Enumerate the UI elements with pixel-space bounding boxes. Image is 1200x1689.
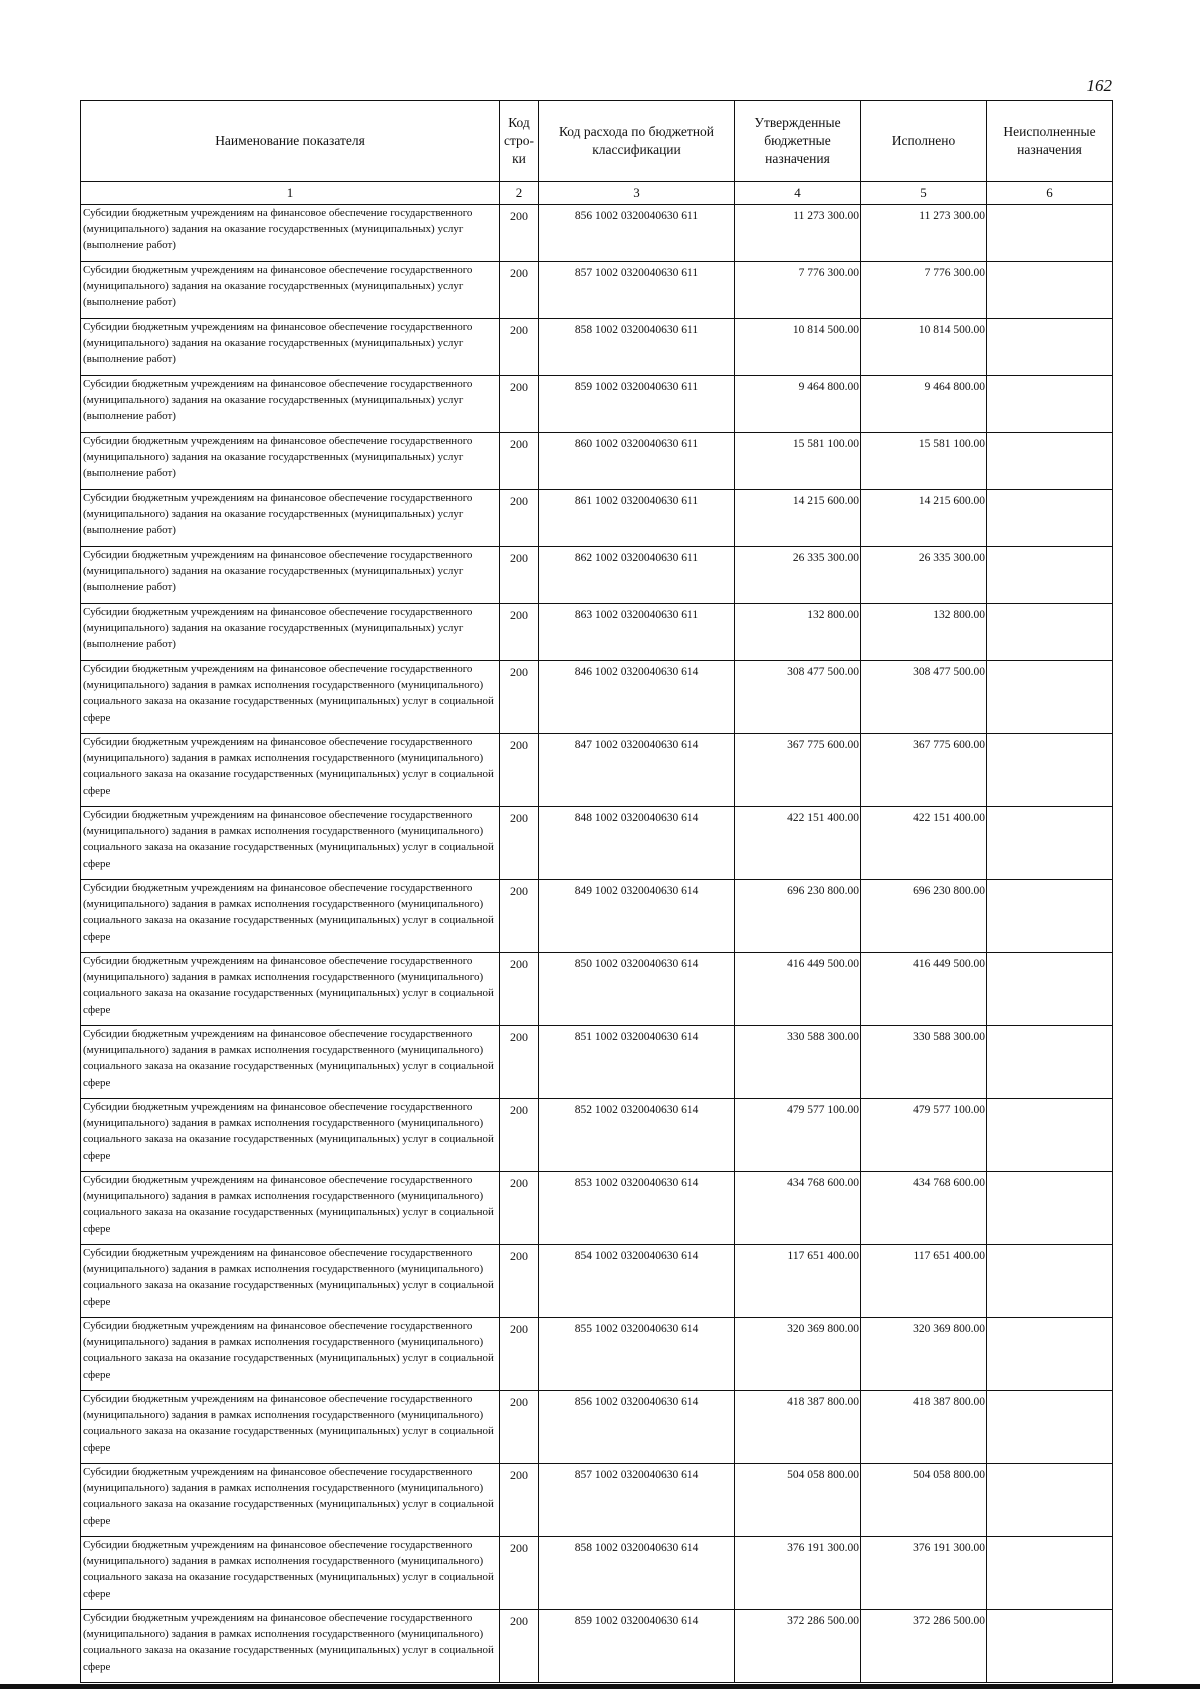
column-number: 5 xyxy=(861,182,987,205)
row-line-code: 200 xyxy=(500,880,539,953)
row-indicator-name: Субсидии бюджетным учреждениям на финансовое обеспечение государственного (муниципального) задания на оказание государственных (муниципальных) услуг (выполнение работ) xyxy=(81,376,500,433)
row-unexecuted-amount xyxy=(987,319,1113,376)
table-row xyxy=(81,734,1113,807)
row-expense-code: 851 1002 0320040630 614 xyxy=(539,1026,735,1099)
row-executed-amount: 7 776 300.00 xyxy=(861,262,987,319)
row-indicator-name: Субсидии бюджетным учреждениям на финансовое обеспечение государственного (муниципального) задания в рамках исполнения государственного (муниципального) социального заказа на оказание государственных (муниципальных) услуг в социальной сфере xyxy=(81,1026,500,1099)
row-line-code: 200 xyxy=(500,953,539,1026)
column-number: 4 xyxy=(735,182,861,205)
scan-edge-line xyxy=(0,1684,1200,1689)
row-executed-amount: 504 058 800.00 xyxy=(861,1464,987,1537)
row-executed-amount: 117 651 400.00 xyxy=(861,1245,987,1318)
row-executed-amount: 15 581 100.00 xyxy=(861,433,987,490)
row-line-code: 200 xyxy=(500,205,539,262)
row-approved-amount: 7 776 300.00 xyxy=(735,262,861,319)
row-unexecuted-amount xyxy=(987,1537,1113,1610)
row-unexecuted-amount xyxy=(987,880,1113,953)
table-row xyxy=(81,1464,1113,1537)
row-expense-code: 856 1002 0320040630 614 xyxy=(539,1391,735,1464)
row-indicator-name: Субсидии бюджетным учреждениям на финансовое обеспечение государственного (муниципального) задания в рамках исполнения государственного (муниципального) социального заказа на оказание государственных (муниципальных) услуг в социальной сфере xyxy=(81,1610,500,1683)
row-unexecuted-amount xyxy=(987,1026,1113,1099)
row-unexecuted-amount xyxy=(987,807,1113,880)
row-line-code: 200 xyxy=(500,1318,539,1391)
table-row xyxy=(81,319,1113,376)
row-approved-amount: 117 651 400.00 xyxy=(735,1245,861,1318)
column-number-row xyxy=(81,182,1113,205)
table-row xyxy=(81,262,1113,319)
row-unexecuted-amount xyxy=(987,1391,1113,1464)
row-indicator-name: Субсидии бюджетным учреждениям на финансовое обеспечение государственного (муниципального) задания в рамках исполнения государственного (муниципального) социального заказа на оказание государственных (муниципальных) услуг в социальной сфере xyxy=(81,1464,500,1537)
row-indicator-name: Субсидии бюджетным учреждениям на финансовое обеспечение государственного (муниципального) задания на оказание государственных (муниципальных) услуг (выполнение работ) xyxy=(81,319,500,376)
row-expense-code: 859 1002 0320040630 611 xyxy=(539,376,735,433)
row-line-code: 200 xyxy=(500,1464,539,1537)
row-approved-amount: 10 814 500.00 xyxy=(735,319,861,376)
row-unexecuted-amount xyxy=(987,262,1113,319)
table-row xyxy=(81,661,1113,734)
row-executed-amount: 9 464 800.00 xyxy=(861,376,987,433)
row-line-code: 200 xyxy=(500,1245,539,1318)
row-expense-code: 859 1002 0320040630 614 xyxy=(539,1610,735,1683)
table-row xyxy=(81,1172,1113,1245)
row-line-code: 200 xyxy=(500,547,539,604)
table-row xyxy=(81,1391,1113,1464)
column-number: 1 xyxy=(81,182,500,205)
row-executed-amount: 696 230 800.00 xyxy=(861,880,987,953)
row-indicator-name: Субсидии бюджетным учреждениям на финансовое обеспечение государственного (муниципального) задания в рамках исполнения государственного (муниципального) социального заказа на оказание государственных (муниципальных) услуг в социальной сфере xyxy=(81,1318,500,1391)
row-approved-amount: 26 335 300.00 xyxy=(735,547,861,604)
row-expense-code: 857 1002 0320040630 611 xyxy=(539,262,735,319)
table-row xyxy=(81,1610,1113,1683)
row-expense-code: 848 1002 0320040630 614 xyxy=(539,807,735,880)
table-row xyxy=(81,205,1113,262)
row-approved-amount: 330 588 300.00 xyxy=(735,1026,861,1099)
row-unexecuted-amount xyxy=(987,734,1113,807)
column-number: 2 xyxy=(500,182,539,205)
row-line-code: 200 xyxy=(500,1026,539,1099)
row-expense-code: 852 1002 0320040630 614 xyxy=(539,1099,735,1172)
row-approved-amount: 696 230 800.00 xyxy=(735,880,861,953)
row-unexecuted-amount xyxy=(987,376,1113,433)
row-unexecuted-amount xyxy=(987,1172,1113,1245)
row-executed-amount: 308 477 500.00 xyxy=(861,661,987,734)
row-unexecuted-amount xyxy=(987,1099,1113,1172)
table-body xyxy=(81,205,1113,1683)
row-executed-amount: 14 215 600.00 xyxy=(861,490,987,547)
row-approved-amount: 14 215 600.00 xyxy=(735,490,861,547)
row-executed-amount: 330 588 300.00 xyxy=(861,1026,987,1099)
row-approved-amount: 372 286 500.00 xyxy=(735,1610,861,1683)
row-expense-code: 849 1002 0320040630 614 xyxy=(539,880,735,953)
row-indicator-name: Субсидии бюджетным учреждениям на финансовое обеспечение государственного (муниципального) задания на оказание государственных (муниципальных) услуг (выполнение работ) xyxy=(81,604,500,661)
header-executed: Исполнено xyxy=(861,101,987,182)
row-executed-amount: 11 273 300.00 xyxy=(861,205,987,262)
row-line-code: 200 xyxy=(500,319,539,376)
row-indicator-name: Субсидии бюджетным учреждениям на финансовое обеспечение государственного (муниципального) задания на оказание государственных (муниципальных) услуг (выполнение работ) xyxy=(81,490,500,547)
row-expense-code: 855 1002 0320040630 614 xyxy=(539,1318,735,1391)
row-approved-amount: 422 151 400.00 xyxy=(735,807,861,880)
row-unexecuted-amount xyxy=(987,1610,1113,1683)
row-indicator-name: Субсидии бюджетным учреждениям на финансовое обеспечение государственного (муниципального) задания в рамках исполнения государственного (муниципального) социального заказа на оказание государственных (муниципальных) услуг в социальной сфере xyxy=(81,1391,500,1464)
table-row xyxy=(81,1318,1113,1391)
row-expense-code: 853 1002 0320040630 614 xyxy=(539,1172,735,1245)
column-number: 6 xyxy=(987,182,1113,205)
row-unexecuted-amount xyxy=(987,661,1113,734)
row-line-code: 200 xyxy=(500,1610,539,1683)
row-expense-code: 862 1002 0320040630 611 xyxy=(539,547,735,604)
table-row xyxy=(81,880,1113,953)
table-row xyxy=(81,1099,1113,1172)
row-approved-amount: 504 058 800.00 xyxy=(735,1464,861,1537)
row-executed-amount: 372 286 500.00 xyxy=(861,1610,987,1683)
row-expense-code: 850 1002 0320040630 614 xyxy=(539,953,735,1026)
row-expense-code: 860 1002 0320040630 611 xyxy=(539,433,735,490)
row-executed-amount: 367 775 600.00 xyxy=(861,734,987,807)
row-indicator-name: Субсидии бюджетным учреждениям на финансовое обеспечение государственного (муниципального) задания в рамках исполнения государственного (муниципального) социального заказа на оказание государственных (муниципальных) услуг в социальной сфере xyxy=(81,734,500,807)
row-indicator-name: Субсидии бюджетным учреждениям на финансовое обеспечение государственного (муниципального) задания в рамках исполнения государственного (муниципального) социального заказа на оказание государственных (муниципальных) услуг в социальной сфере xyxy=(81,807,500,880)
row-line-code: 200 xyxy=(500,1537,539,1610)
table-row xyxy=(81,490,1113,547)
row-line-code: 200 xyxy=(500,734,539,807)
row-indicator-name: Субсидии бюджетным учреждениям на финансовое обеспечение государственного (муниципального) задания в рамках исполнения государственного (муниципального) социального заказа на оказание государственных (муниципальных) услуг в социальной сфере xyxy=(81,880,500,953)
row-indicator-name: Субсидии бюджетным учреждениям на финансовое обеспечение государственного (муниципального) задания в рамках исполнения государственного (муниципального) социального заказа на оказание государственных (муниципальных) услуг в социальной сфере xyxy=(81,1172,500,1245)
row-expense-code: 846 1002 0320040630 614 xyxy=(539,661,735,734)
row-unexecuted-amount xyxy=(987,433,1113,490)
row-line-code: 200 xyxy=(500,1172,539,1245)
header-unexecuted: Неисполненные назначения xyxy=(987,101,1113,182)
row-approved-amount: 376 191 300.00 xyxy=(735,1537,861,1610)
row-executed-amount: 418 387 800.00 xyxy=(861,1391,987,1464)
header-indicator-name: Наименование показателя xyxy=(81,101,500,182)
row-expense-code: 856 1002 0320040630 611 xyxy=(539,205,735,262)
row-expense-code: 857 1002 0320040630 614 xyxy=(539,1464,735,1537)
row-expense-code: 847 1002 0320040630 614 xyxy=(539,734,735,807)
row-unexecuted-amount xyxy=(987,953,1113,1026)
row-indicator-name: Субсидии бюджетным учреждениям на финансовое обеспечение государственного (муниципального) задания на оказание государственных (муниципальных) услуг (выполнение работ) xyxy=(81,262,500,319)
row-line-code: 200 xyxy=(500,1099,539,1172)
table-row xyxy=(81,807,1113,880)
row-approved-amount: 308 477 500.00 xyxy=(735,661,861,734)
row-executed-amount: 132 800.00 xyxy=(861,604,987,661)
row-approved-amount: 320 369 800.00 xyxy=(735,1318,861,1391)
row-executed-amount: 434 768 600.00 xyxy=(861,1172,987,1245)
row-expense-code: 858 1002 0320040630 611 xyxy=(539,319,735,376)
row-line-code: 200 xyxy=(500,807,539,880)
row-executed-amount: 26 335 300.00 xyxy=(861,547,987,604)
row-unexecuted-amount xyxy=(987,205,1113,262)
row-expense-code: 863 1002 0320040630 611 xyxy=(539,604,735,661)
row-unexecuted-amount xyxy=(987,604,1113,661)
row-unexecuted-amount xyxy=(987,490,1113,547)
table-row xyxy=(81,376,1113,433)
row-approved-amount: 9 464 800.00 xyxy=(735,376,861,433)
row-unexecuted-amount xyxy=(987,1464,1113,1537)
row-line-code: 200 xyxy=(500,376,539,433)
row-indicator-name: Субсидии бюджетным учреждениям на финансовое обеспечение государственного (муниципального) задания на оказание государственных (муниципальных) услуг (выполнение работ) xyxy=(81,433,500,490)
row-line-code: 200 xyxy=(500,490,539,547)
table-row xyxy=(81,1026,1113,1099)
row-executed-amount: 376 191 300.00 xyxy=(861,1537,987,1610)
table-row xyxy=(81,433,1113,490)
budget-execution-table xyxy=(80,100,1113,1683)
row-approved-amount: 479 577 100.00 xyxy=(735,1099,861,1172)
header-expense-code: Код расхода по бюджетной классификации xyxy=(539,101,735,182)
row-line-code: 200 xyxy=(500,262,539,319)
row-line-code: 200 xyxy=(500,1391,539,1464)
row-indicator-name: Субсидии бюджетным учреждениям на финансовое обеспечение государственного (муниципального) задания в рамках исполнения государственного (муниципального) социального заказа на оказание государственных (муниципальных) услуг в социальной сфере xyxy=(81,661,500,734)
row-indicator-name: Субсидии бюджетным учреждениям на финансовое обеспечение государственного (муниципального) задания в рамках исполнения государственного (муниципального) социального заказа на оказание государственных (муниципальных) услуг в социальной сфере xyxy=(81,1099,500,1172)
page-number: 162 xyxy=(1086,76,1112,95)
row-line-code: 200 xyxy=(500,433,539,490)
row-unexecuted-amount xyxy=(987,547,1113,604)
header-line-code: Код стро- ки xyxy=(500,101,539,182)
row-indicator-name: Субсидии бюджетным учреждениям на финансовое обеспечение государственного (муниципального) задания на оказание государственных (муниципальных) услуг (выполнение работ) xyxy=(81,205,500,262)
row-executed-amount: 416 449 500.00 xyxy=(861,953,987,1026)
row-line-code: 200 xyxy=(500,604,539,661)
row-approved-amount: 416 449 500.00 xyxy=(735,953,861,1026)
row-approved-amount: 418 387 800.00 xyxy=(735,1391,861,1464)
row-executed-amount: 422 151 400.00 xyxy=(861,807,987,880)
row-expense-code: 854 1002 0320040630 614 xyxy=(539,1245,735,1318)
column-number: 3 xyxy=(539,182,735,205)
row-approved-amount: 434 768 600.00 xyxy=(735,1172,861,1245)
row-indicator-name: Субсидии бюджетным учреждениям на финансовое обеспечение государственного (муниципального) задания в рамках исполнения государственного (муниципального) социального заказа на оказание государственных (муниципальных) услуг в социальной сфере xyxy=(81,1245,500,1318)
table-row xyxy=(81,604,1113,661)
row-executed-amount: 320 369 800.00 xyxy=(861,1318,987,1391)
table-row xyxy=(81,1245,1113,1318)
row-executed-amount: 479 577 100.00 xyxy=(861,1099,987,1172)
row-unexecuted-amount xyxy=(987,1245,1113,1318)
row-indicator-name: Субсидии бюджетным учреждениям на финансовое обеспечение государственного (муниципального) задания в рамках исполнения государственного (муниципального) социального заказа на оказание государственных (муниципальных) услуг в социальной сфере xyxy=(81,1537,500,1610)
row-line-code: 200 xyxy=(500,661,539,734)
row-approved-amount: 15 581 100.00 xyxy=(735,433,861,490)
row-approved-amount: 11 273 300.00 xyxy=(735,205,861,262)
row-unexecuted-amount xyxy=(987,1318,1113,1391)
row-approved-amount: 132 800.00 xyxy=(735,604,861,661)
row-indicator-name: Субсидии бюджетным учреждениям на финансовое обеспечение государственного (муниципального) задания на оказание государственных (муниципальных) услуг (выполнение работ) xyxy=(81,547,500,604)
header-row xyxy=(81,101,1113,182)
table-row xyxy=(81,547,1113,604)
table-row xyxy=(81,1537,1113,1610)
row-approved-amount: 367 775 600.00 xyxy=(735,734,861,807)
table-row xyxy=(81,953,1113,1026)
row-expense-code: 861 1002 0320040630 611 xyxy=(539,490,735,547)
row-executed-amount: 10 814 500.00 xyxy=(861,319,987,376)
row-expense-code: 858 1002 0320040630 614 xyxy=(539,1537,735,1610)
header-approved: Утвержденные бюджетные назначения xyxy=(735,101,861,182)
row-indicator-name: Субсидии бюджетным учреждениям на финансовое обеспечение государственного (муниципального) задания в рамках исполнения государственного (муниципального) социального заказа на оказание государственных (муниципальных) услуг в социальной сфере xyxy=(81,953,500,1026)
